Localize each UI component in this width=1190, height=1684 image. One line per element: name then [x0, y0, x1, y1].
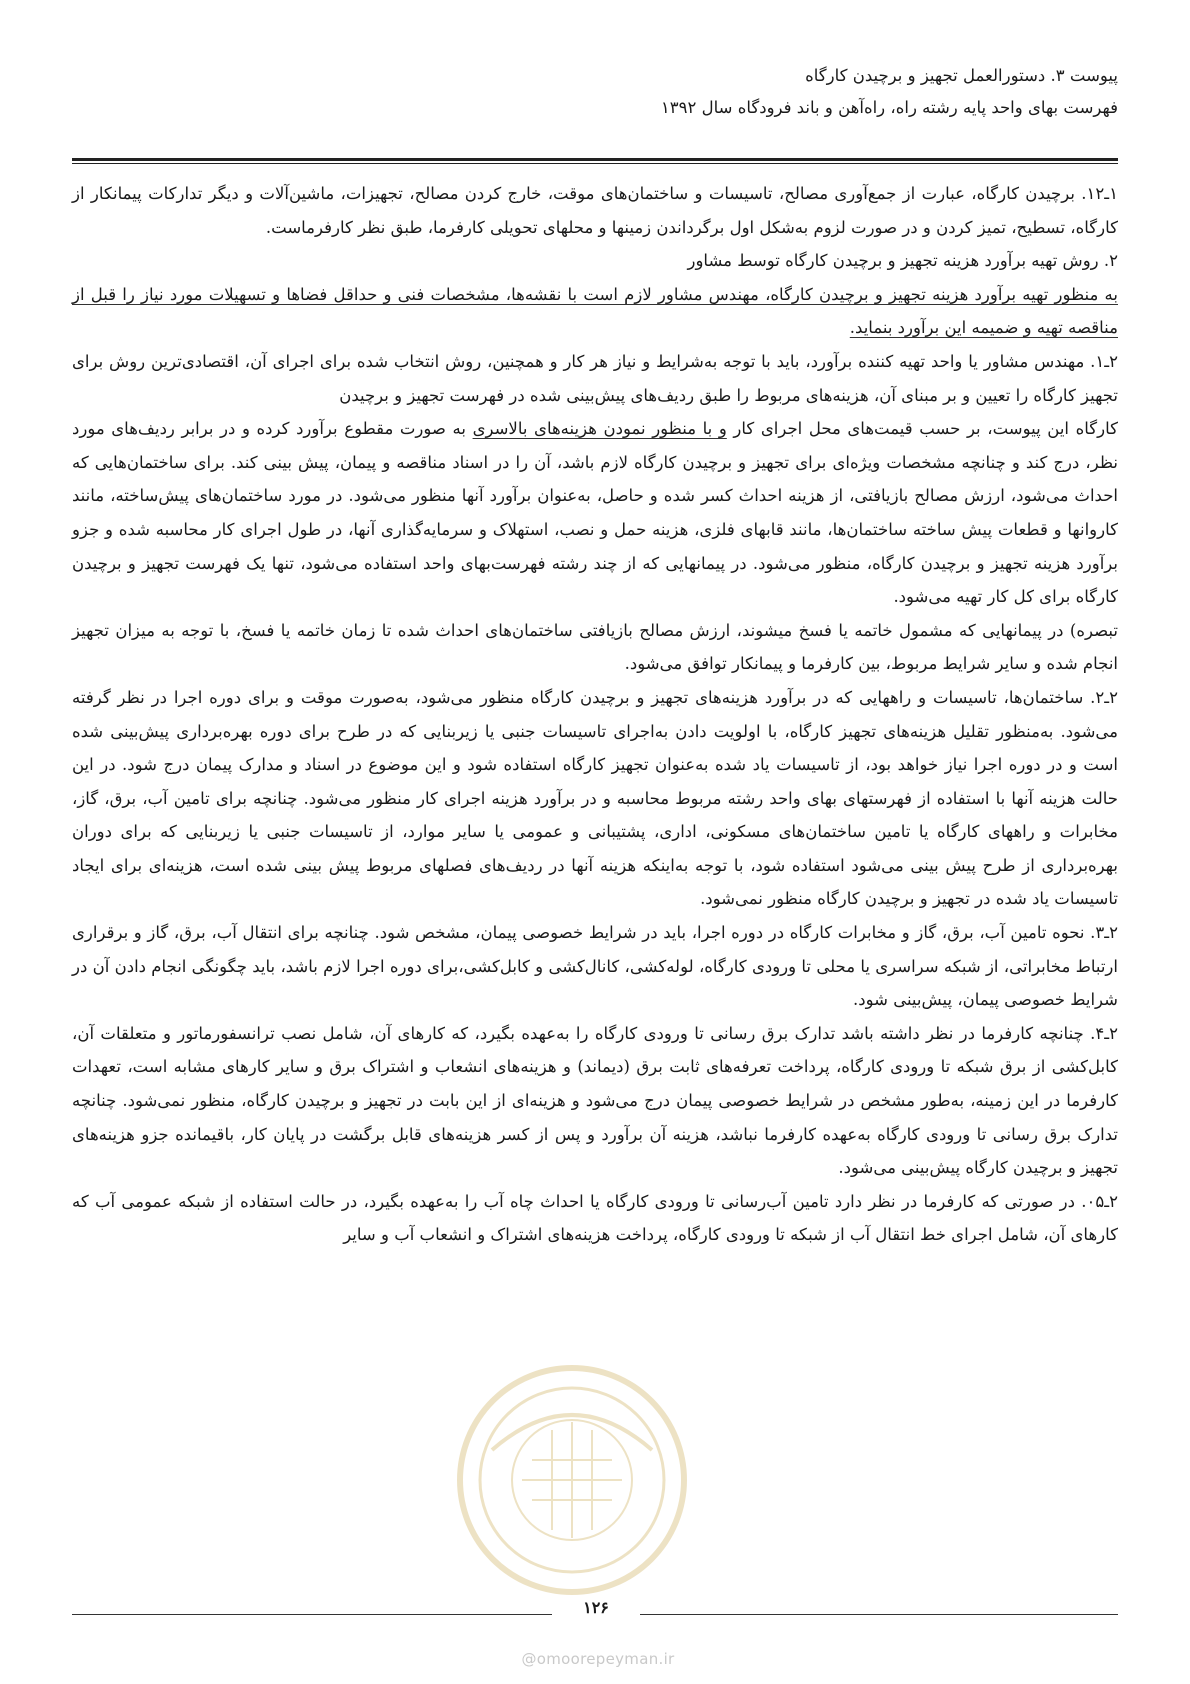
header-appendix-title: پیوست ۳. دستورالعمل تجهیز و برچیدن کارگاه — [805, 66, 1118, 85]
header-divider-thick — [72, 158, 1118, 161]
paragraph-2-1-continued-end: به صورت مقطوع برآورد کرده و در برابر ردیف‌های مورد نظر، درج کند و چنانچه مشخصات ویژه‌ای برای تجهیز و برچیدن کارگاه لازم باشد، آن را در اسناد مناقصه و پیمان، پیش بینی کند. برای ساختمان‌هایی که احداث می‌شود، ارزش مصالح بازیافتی، از هزینه احداث کسر شده و حاصل، به‌عنوان برآورد آنها منظور می‌شود. در مورد ساختمان‌های پیش‌ساخته، مانند کاروانها و قطعات پیش ساخته ساختمان‌ها، مانند قابهای فلزی، هزینه حمل و نصب، استهلاک و سرمایه‌گذاری آنها، در طول اجرای کار محاسبه شده و جزو برآورد هزینه تجهیز و برچیدن کارگاه، منظور می‌شود. در پیمانهایی که از چند رشته فهرست‌بهای واحد استفاده می‌شود، تنها یک فهرست تجهیز و برچیدن کارگاه برای کل کار تهیه می‌شود. — [72, 419, 1118, 607]
section-2-title: ۲. روش تهیه برآورد هزینه تجهیز و برچیدن کارگاه توسط مشاور — [687, 251, 1118, 271]
paragraph-2-2: ۲ـ۲. ساختمان‌ها، تاسیسات و راههایی که در برآورد هزینه‌های تجهیز و برچیدن کارگاه منظور می‌شود، به‌صورت موقت و برای دوره اجرا در نظر گرفته می‌شود. به‌منظور تقلیل هزینه‌های تجهیز کارگاه، با اولویت دادن به‌اجرای تاسیسات جنبی یا زیربنایی که در طرح برای دوره بهره‌برداری پیش‌بینی شده است و در دوره اجرا نیاز خواهد بود، از تاسیسات یاد شده به‌عنوان تجهیز کارگاه استفاده شود و این موضوع در اسناد و مدارک پیمان درج شود. در این حالت هزینه آنها با استفاده از فهرستهای بهای واحد رشته مربوط محاسبه و در برآورد هزینه اجرای کار منظور می‌شود. چنانچه برای تامین آب، برق، گاز، مخابرات و راههای کارگاه یا تامین ساختمان‌های مسکونی، اداری، پشتیبانی و عمومی یا سایر موارد، از تاسیسات جنبی یا زیربنایی که برای دوران بهره‌برداری از طرح پیش بینی می‌شود استفاده شود، با توجه به‌اینکه هزینه آنها در ردیف‌های فصلهای مربوط پیش بینی شده است، هزینه‌ای برای ایجاد تاسیسات یاد شده در تجهیز و برچیدن کارگاه منظور نمی‌شود. — [72, 687, 1118, 909]
paragraph-2-4: ۲ـ۴. چنانچه کارفرما در نظر داشته باشد تدارک برق رسانی تا ورودی کارگاه را به‌عهده بگیرد، که کارهای آن، شامل نصب ترانسفورماتور و متعلقات آن، کابل‌کشی از برق شبکه تا ورودی کارگاه، پرداخت تعرفه‌های ثابت برق (دیماند) و هزینه‌های انشعاب و اشتراک برق و سایر کارهای مشابه است، تعهدات کارفرما در این زمینه، به‌طور مشخص در شرایط خصوصی پیمان درج می‌شود و هزینه‌ای از این بابت در تجهیز و برچیدن کارگاه، منظور نمی‌شود. چنانچه تدارک برق رسانی تا ورودی کارگاه به‌عهده کارفرما نباشد، هزینه آن برآورد و پس از کسر هزینه‌های قابل برگشت در پایان کار، باقیمانده جزو هزینه‌های تجهیز و برچیدن کارگاه پیش‌بینی می‌شود. — [72, 1023, 1118, 1178]
paragraph-2-3: ۲ـ۳. نحوه تامین آب، برق، گاز و مخابرات کارگاه در دوره اجرا، باید در شرایط خصوصی پیمان، مشخص شود. چنانچه برای انتقال آب، برق، گاز و برقراری ارتباط مخابراتی، از شبکه سراسری یا محلی تا ورودی کارگاه، لوله‌کشی، کانال‌کشی و کابل‌کشی،برای دوره اجرا لازم باشد، باید چگونگی انجام دادن آن در شرایط خصوصی پیمان، پیش‌بینی شود. — [72, 923, 1118, 1010]
paragraph-2-1-continued — [72, 412, 1118, 614]
paragraph-2-5: ۲ـ۰۵. در صورتی که کارفرما در نظر دارد تامین آب‌رسانی تا ورودی کارگاه یا احداث چاه آب را به‌عهده بگیرد، در حالت استفاده از شبکه عمومی آب که کارهای آن، شامل اجرای خط انتقال آب از شبکه تا ورودی کارگاه، پرداخت هزینه‌های اشتراک و انشعاب آب و سایر — [72, 1191, 1118, 1245]
page-number: ۱۲۶ — [583, 1598, 609, 1617]
overhead-costs-phrase: و با منظور نمودن هزینه‌های بالاسری — [472, 419, 727, 439]
document-body — [72, 177, 1118, 1252]
footer-divider-left — [72, 1614, 552, 1615]
note-paragraph: تبصره) در پیمانهایی که مشمول خاتمه یا فسخ میشوند، ارزش مصالح بازیافتی ساختمان‌های احداث شده تا زمان خاتمه یا فسخ، با توجه به میزان تجهیز انجام شده و سایر شرایط مربوط، بین کارفرما و پیمانکار توافق می‌شود. — [72, 620, 1118, 674]
watermark-url: @omoorepeyman.ir — [521, 1650, 675, 1668]
section-2-intro — [72, 278, 1118, 345]
footer-divider-right — [640, 1614, 1118, 1615]
header-price-list-title: فهرست بهای واحد پایه رشته راه، راه‌آهن و باند فرودگاه سال ۱۳۹۲ — [660, 98, 1118, 117]
page-header — [72, 60, 1118, 124]
header-divider-thin — [72, 163, 1118, 164]
paragraph-1-12: ۱ـ۱۲. برچیدن کارگاه، عبارت از جمع‌آوری مصالح، تاسیسات و ساختمان‌های موقت، خارج کردن مصالح، تجهیزات، ماشین‌آلات و دیگر تدارکات پیمانکار از کارگاه، تسطیح، تمیز کردن و در صورت لزوم به‌شکل اول برگرداندن زمینها و محلهای تحویلی کارفرما، طبق نظر کارفرماست. — [72, 184, 1118, 237]
seal-watermark-icon — [452, 1360, 692, 1600]
paragraph-2-1: ۲ـ۱. مهندس مشاور یا واحد تهیه کننده برآورد، باید با توجه به‌شرایط و نیاز هر کار و همچنین، روش انتخاب شده برای اجرای آن، اقتصادی‌ترین روش برای تجهیز کارگاه را تعیین و بر مبنای آن، هزینه‌های مربوط را طبق ردیف‌های پیش‌بینی شده در فهرست تجهیز و برچیدن — [72, 351, 1119, 405]
paragraph-2-1-continued-start: کارگاه این پیوست، بر حسب قیمت‌های محل اجرای کار — [726, 419, 1118, 439]
section-2-intro-text: به منظور تهیه برآورد هزینه تجهیز و برچیدن کارگاه، مهندس مشاور لازم است با نقشه‌ها، مشخصات فنی و حداقل فضاها و تسهیلات مورد نیاز را قبل از مناقصه تهیه و ضمیمه این برآورد بنماید. — [72, 284, 1118, 338]
